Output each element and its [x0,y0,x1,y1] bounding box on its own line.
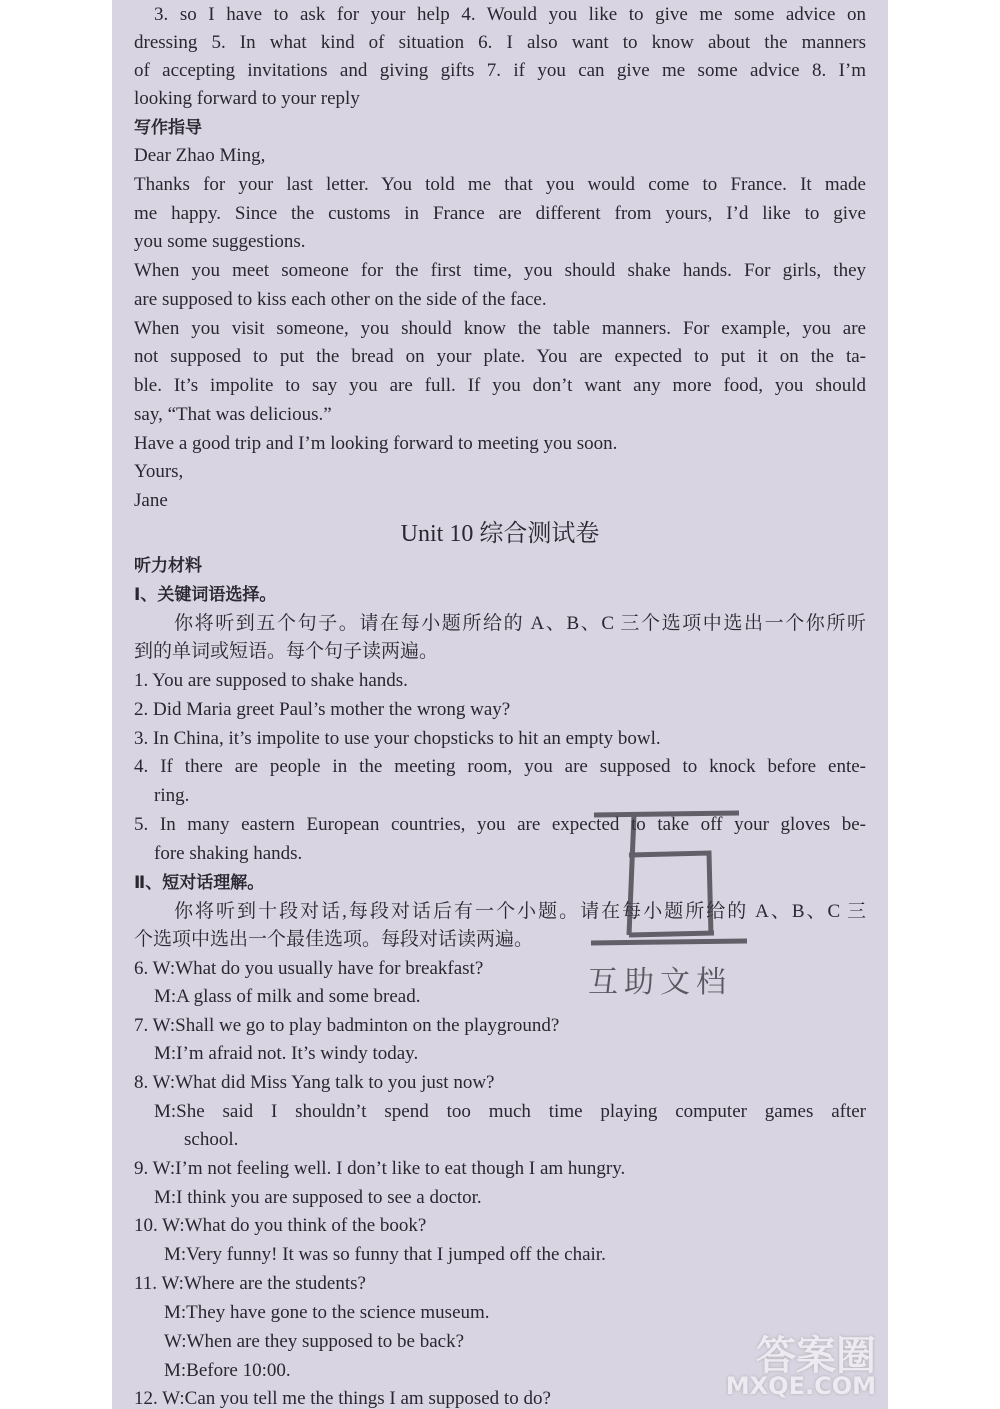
watermark-logo: 答案圈 [756,1333,876,1379]
letter-line: ble. It’s impolite to say you are full. If you don’t want any more food, you should [134,375,866,396]
section-instruction: 到的单词或短语。每个句子读两遍。 [134,641,439,662]
question-item: 2. Did Maria greet Paul’s mother the wrong way? [134,699,511,720]
dialogue-line: school. [184,1129,239,1150]
section-instruction: 你将听到五个句子。请在每小题所给的 A、B、C 三个选项中选出一个你所听 [174,613,866,634]
section-title: Ⅰ、关键词语选择。 [134,585,277,605]
dialogue-line: 7. W:Shall we go to play badminton on the playground? [134,1015,560,1036]
dialogue-line: M:I’m afraid not. It’s windy today. [154,1043,419,1064]
letter-line: Thanks for your last letter. You told me that you would come to France. It made [134,174,866,195]
letter-closing: Yours, [134,461,184,482]
letter-line: you some suggestions. [134,231,306,252]
letter-greeting: Dear Zhao Ming, [134,145,266,166]
dialogue-line: M:She said I shouldn’t spend too much time playing computer games after [154,1101,866,1122]
watermark [725,1320,880,1409]
dialogue-line: M:A glass of milk and some bread. [154,986,421,1007]
dialogue-line: 8. W:What did Miss Yang talk to you just now? [134,1072,495,1093]
letter-line: not supposed to put the bread on your plate. You are expected to put it on the ta- [134,346,866,367]
scanned-page [112,0,888,1409]
dialogue-line: 11. W:Where are the students? [134,1273,366,1294]
letter-signature: Jane [134,490,168,511]
answer-line: of accepting invitations and giving gifts 7. if you can give me some advice 8. I’m [134,60,866,81]
question-item: ring. [154,785,190,806]
dialogue-line: M:Very funny! It was so funny that I jumped off the chair. [164,1244,606,1265]
letter-line: me happy. Since the customs in France are different from yours, I’d like to give [134,203,866,224]
dialogue-line: 12. W:Can you tell me the things I am supposed to do? [134,1388,551,1409]
question-item: 4. If there are people in the meeting room, you are supposed to knock before ente- [134,756,866,777]
question-item: 5. In many eastern European countries, you are expected to take off your gloves be- [134,814,866,835]
dialogue-line: M:I think you are supposed to see a doctor. [154,1187,482,1208]
letter-line: When you visit someone, you should know the table manners. For example, you are [134,318,866,339]
question-item: 1. You are supposed to shake hands. [134,670,408,691]
dialogue-line: M:Before 10:00. [164,1360,291,1381]
section-instruction: 个选项中选出一个最佳选项。每段对话读两遍。 [134,929,534,950]
letter-line: Have a good trip and I’m looking forward to meeting you soon. [134,433,618,454]
dialogue-line: W:When are they supposed to be back? [164,1331,465,1352]
stamp-text: 互助文档 [588,965,732,1000]
letter-line: are supposed to kiss each other on the side of the face. [134,289,547,310]
dialogue-line: M:They have gone to the science museum. [164,1302,490,1323]
answer-line: dressing 5. In what kind of situation 6. I also want to know about the manners [134,32,866,53]
section-instruction: 你将听到十段对话,每段对话后有一个小题。请在每小题所给的 A、B、C 三 [174,901,866,922]
dialogue-line: 9. W:I’m not feeling well. I don’t like to eat though I am hungry. [134,1158,626,1179]
unit-title: Unit 10 综合测试卷 [400,521,600,547]
writing-heading: 写作指导 [134,118,202,138]
answer-line: 3. so I have to ask for your help 4. Would you like to give me some advice on [154,4,866,25]
dialogue-line: 6. W:What do you usually have for breakfast? [134,958,484,979]
letter-line: say, “That was delicious.” [134,404,332,425]
watermark-url: MXQE.COM [725,1372,876,1400]
question-item: fore shaking hands. [154,843,303,864]
question-item: 3. In China, it’s impolite to use your chopsticks to hit an empty bowl. [134,728,661,749]
letter-line: When you meet someone for the first time, you should shake hands. For girls, they [134,260,866,281]
listening-heading: 听力材料 [134,556,202,576]
dialogue-line: 10. W:What do you think of the book? [134,1215,427,1236]
section-title: Ⅱ、短对话理解。 [134,873,265,893]
answer-line: looking forward to your reply [134,88,360,109]
